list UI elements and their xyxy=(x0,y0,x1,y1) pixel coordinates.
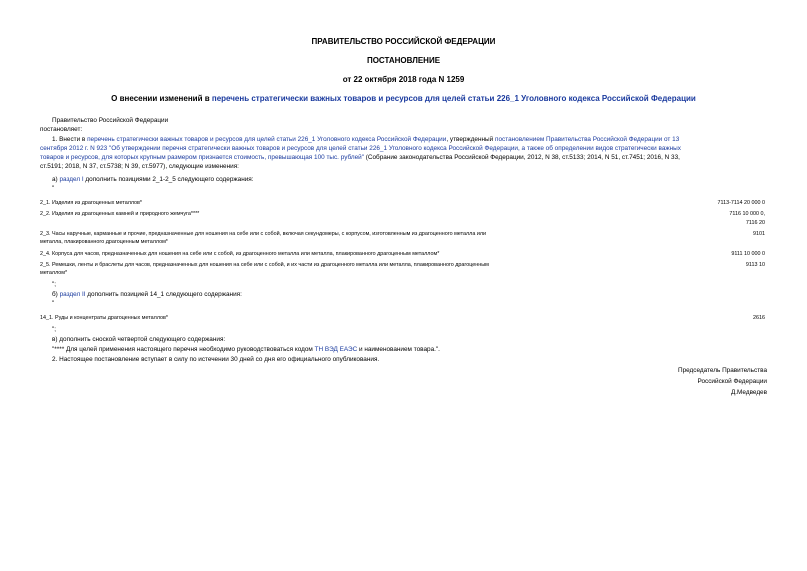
section-1-link[interactable]: раздел I xyxy=(59,176,84,183)
quote-open-2: " xyxy=(52,300,55,307)
item-2-1-name: 2_1. Изделия из драгоценных металлов* xyxy=(40,200,143,206)
pa-rest: дополнить позициями 2_1-2_5 следующего содержания: xyxy=(83,176,254,183)
pb-prefix: б) xyxy=(52,291,60,298)
title-prefix: О внесении изменений в xyxy=(111,94,212,103)
p1-decree-link-end[interactable]: товаров и ресурсов, для которых крупным размером признается стоимость, превышающая 100 тыс. рублей" xyxy=(40,154,364,161)
item-14-1-name: 14_1. Руды и концентраты драгоценных металлов* xyxy=(40,315,168,321)
item-2-3-code: 9101 xyxy=(753,231,765,237)
subparagraph-b xyxy=(52,291,242,299)
paragraph-1-line-3 xyxy=(40,154,680,162)
paragraph-1-line-1 xyxy=(52,136,679,144)
item-2-1-code: 7113-7114 20 000 0 xyxy=(717,200,765,206)
item-2-5-code: 9113 10 xyxy=(745,262,765,268)
intro-government: Правительство Российской Федерации xyxy=(52,117,169,124)
quote-close-2: "; xyxy=(52,326,57,333)
item-2-3-name-2: металла, плакированного драгоценным металлом* xyxy=(40,239,168,245)
p1-start: 1. Внести в xyxy=(52,136,88,143)
footnote-prefix: "**** Для целей применения настоящего перечня необходимо руководствоваться кодом xyxy=(52,346,315,353)
p1-list-link[interactable]: перечень стратегически важных товаров и ресурсов для целей статьи 226_1 Уголовного кодекса Российской Федерации xyxy=(87,136,447,143)
item-14-1-code: 2616 xyxy=(753,315,765,321)
paragraph-1-line-2[interactable]: сентября 2012 г. N 923 "Об утверждении перечня стратегически важных товаров и ресурсов для целей статьи 226_1 Уголовного кодекса Российской Федерации, а также об определении видов стратегически важных xyxy=(40,145,681,152)
p1-decree-link[interactable]: постановлением Правительства Российской Федерации от 13 xyxy=(495,136,680,143)
item-2-2-name: 2_2. Изделия из драгоценных камней и природного жемчуга**** xyxy=(40,211,200,217)
tn-ved-link[interactable]: ТН ВЭД ЕАЭС xyxy=(314,346,358,353)
title-link[interactable]: перечень стратегически важных товаров и ресурсов для целей статьи 226_1 Уголовного кодекса Российской Федерации xyxy=(211,94,696,103)
government-heading: ПРАВИТЕЛЬСТВО РОССИЙСКОЙ ФЕДЕРАЦИИ xyxy=(311,37,496,46)
item-2-2-code-2: 7116 20 xyxy=(745,220,765,226)
intro-decrees: постановляет: xyxy=(40,126,83,133)
pa-prefix: а) xyxy=(52,176,60,183)
section-2-link[interactable]: раздел II xyxy=(59,291,86,298)
p1-l3-rest: (Собрание законодательства Российской Федерации, 2012, N 38, ст.5133; 2014, N 51, ст.7451; 2016, N 33, xyxy=(363,154,680,161)
quote-close: "; xyxy=(52,281,57,288)
item-2-4-name: 2_4. Корпуса для часов, предназначенных для ношения на себе или с собой, из драгоценного металла или металла, плакированного драгоценным металлом* xyxy=(40,251,440,257)
signature-name: Д.Медведев xyxy=(730,389,767,396)
item-2-4-code: 9111 10 000 0 xyxy=(731,251,765,257)
quote-open: " xyxy=(52,185,55,192)
subparagraph-a xyxy=(52,176,254,184)
item-2-2-code: 7116 10 000 0, xyxy=(729,211,765,217)
item-2-5-name-2: металлом* xyxy=(40,270,68,276)
paragraph-2: 2. Настоящее постановление вступает в силу по истечении 30 дней со дня его официального опубликования. xyxy=(52,356,380,363)
item-2-3-name: 2_3. Часы наручные, карманные и прочие, предназначенные для ношения на себе или с собой, включая секундомеры, с корпусом, изготовленным из драгоценного металла или xyxy=(40,231,486,237)
signature-country: Российской Федерации xyxy=(697,378,767,385)
signature-title: Председатель Правительства xyxy=(678,367,767,374)
footnote-text xyxy=(52,346,440,354)
document-title xyxy=(0,94,807,103)
paragraph-1-line-4: ст.5191; 2018, N 37, ст.5738; N 39, ст.5977), следующие изменения: xyxy=(40,163,239,170)
subparagraph-v: в) дополнить сноской четвертой следующего содержания: xyxy=(52,336,226,343)
p1-mid: , утвержденный xyxy=(446,136,495,143)
pb-rest: дополнить позицией 14_1 следующего содержания: xyxy=(85,291,242,298)
document-type-heading: ПОСТАНОВЛЕНИЕ xyxy=(366,56,441,65)
date-number-heading: от 22 октября 2018 года N 1259 xyxy=(342,75,465,84)
item-2-5-name: 2_5. Ремешки, ленты и браслеты для часов, предназначенных для ношения на себе или с собой, и их части из драгоценного металла или металла, плакированного драгоценным xyxy=(40,262,489,268)
footnote-rest: и наименованием товара.". xyxy=(357,346,440,353)
